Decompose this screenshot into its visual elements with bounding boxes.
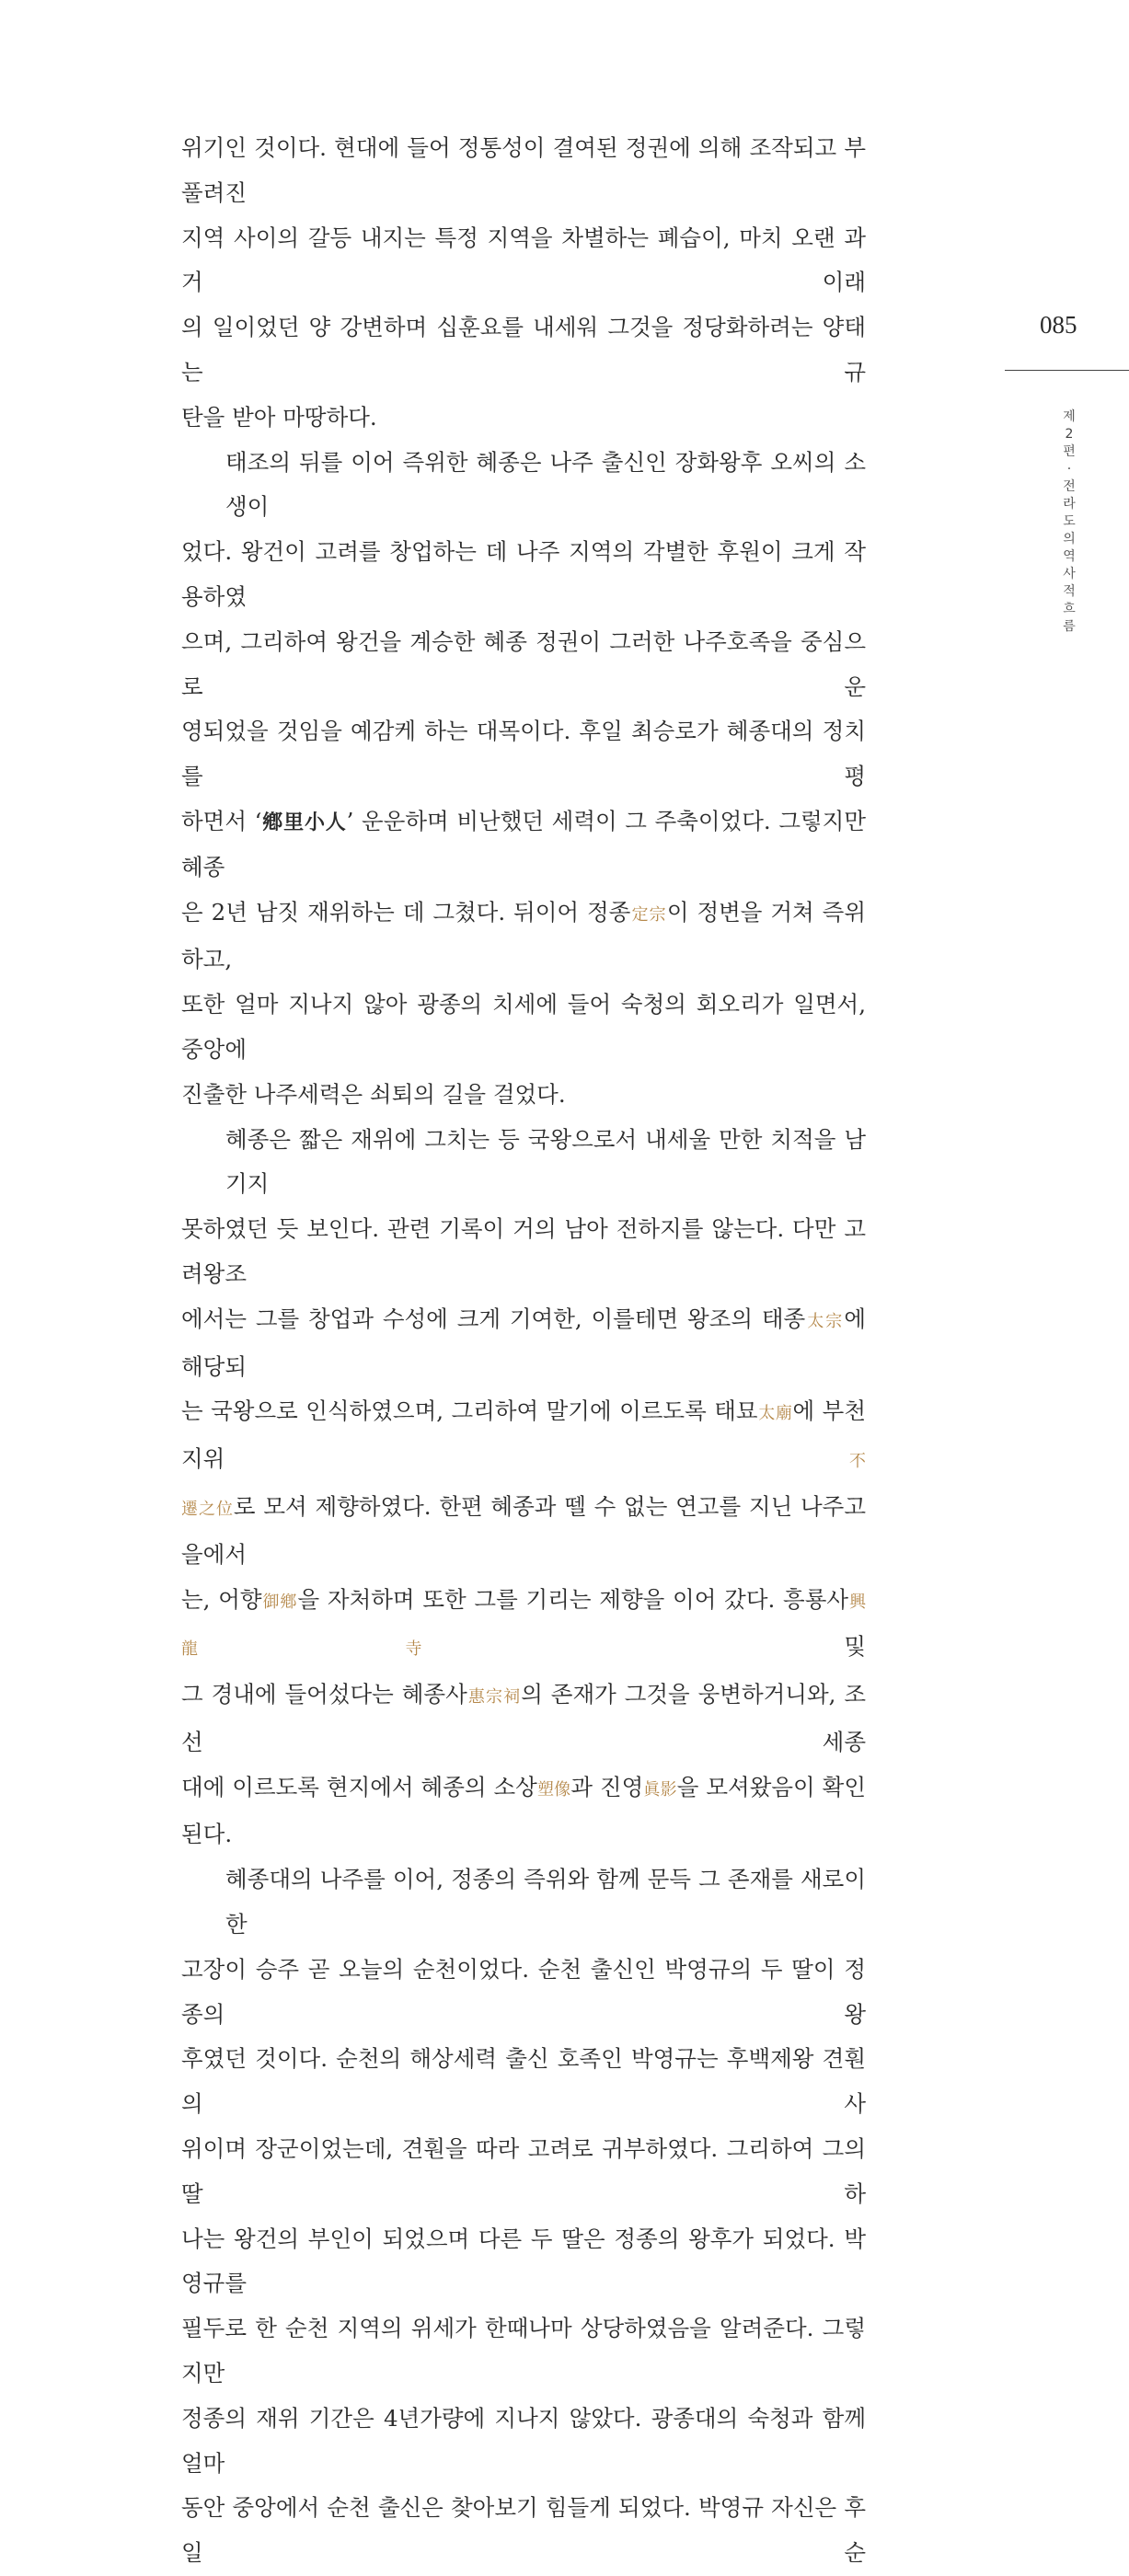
text-segment: 탄을 받아 마땅하다. bbox=[181, 403, 377, 431]
paragraph-line bbox=[181, 1857, 866, 1948]
hanja-annotation: 眞影 bbox=[643, 1779, 677, 1800]
hanja-annotation: 不 bbox=[225, 1452, 866, 1472]
section-title-char: 제 bbox=[1063, 409, 1076, 424]
text-segment: 지역 사이의 갈등 내지는 특정 지역을 차별하는 폐습이, 마치 오랜 과거 이래 bbox=[181, 224, 866, 296]
paragraph-line bbox=[181, 1948, 866, 2038]
text-segment: 의 일이었던 양 강변하며 십훈요를 내세워 그것을 정당화하려는 양태는 규 bbox=[181, 314, 866, 385]
section-title-vertical bbox=[1060, 408, 1078, 636]
text-segment: 정종의 재위 기간은 4년가량에 지나지 않았다. 광종대의 숙청과 함께 얼마 bbox=[181, 2404, 866, 2477]
divider bbox=[1005, 370, 1129, 371]
body-text bbox=[181, 126, 866, 2576]
text-segment: 이 정변을 거쳐 즉위하고, bbox=[181, 898, 867, 973]
text-segment: 그 경내에 들어섰다는 혜종사 bbox=[181, 1681, 467, 1708]
text-segment: 은 2년 남짓 재위하는 데 그쳤다. 뒤이어 정종 bbox=[181, 898, 631, 926]
section-title-char: 름 bbox=[1063, 619, 1076, 634]
paragraph-line bbox=[181, 2486, 866, 2576]
text-segment: 후였던 것이다. 순천의 해상세력 출신 호족인 박영규는 후백제왕 견훤의 사 bbox=[181, 2045, 866, 2118]
hanja-quote: 鄕里小人 bbox=[261, 810, 347, 834]
text-segment: 의 존재가 그것을 웅변하거니와, 조선 세종 bbox=[181, 1681, 866, 1755]
text-segment: 을 자처하며 또한 그를 기리는 제향을 이어 갔다. 흥룡사 bbox=[297, 1585, 849, 1613]
text-segment: 위기인 것이다. 현대에 들어 정통성이 결여된 정권에 의해 조작되고 부풀려진 bbox=[181, 134, 866, 206]
paragraph-line bbox=[181, 799, 866, 891]
text-segment: 및 bbox=[629, 1633, 866, 1661]
text-segment: 하면서 ‘ bbox=[181, 807, 262, 834]
text-segment: 었다. 왕건이 고려를 창업하는 데 나주 지역의 각별한 후원이 크게 작용하였 bbox=[181, 538, 866, 610]
paragraph-line bbox=[181, 1485, 866, 1578]
paragraph-line bbox=[181, 1073, 866, 1118]
text-segment: 에 해당되 bbox=[181, 1305, 867, 1380]
paragraph-line bbox=[181, 983, 866, 1073]
paragraph-line bbox=[181, 1207, 866, 1297]
paragraph-line bbox=[181, 126, 866, 216]
text-segment: 혜종대의 나주를 이어, 정종의 즉위와 함께 문득 그 존재를 새로이 한 bbox=[225, 1866, 866, 1938]
text-segment: 위이며 장군이었는데, 견훤을 따라 고려로 귀부하였다. 그리하여 그의 딸 하 bbox=[181, 2135, 866, 2207]
text-segment: 을 모셔왔음이 확인된다. bbox=[181, 1773, 867, 1848]
text-segment: 대에 이르도록 현지에서 혜종의 소상 bbox=[181, 1773, 537, 1800]
text-segment: 동안 중앙에서 순천 출신은 찾아보기 힘들게 되었다. 박영규 자신은 후일 순 bbox=[181, 2494, 866, 2567]
hanja-annotation: 太廟 bbox=[757, 1404, 793, 1424]
paragraph-line bbox=[181, 1118, 866, 1208]
section-title-char: 전 bbox=[1063, 479, 1076, 494]
hanja-annotation: 興龍寺 bbox=[181, 1592, 867, 1660]
hanja-annotation: 遷之位 bbox=[181, 1499, 234, 1519]
section-title-char: 라 bbox=[1063, 497, 1076, 512]
hanja-annotation: 塑像 bbox=[536, 1779, 571, 1800]
hanja-annotation: 定宗 bbox=[630, 904, 667, 925]
section-title-char: 도 bbox=[1063, 514, 1076, 529]
text-segment: 고장이 승주 곧 오늘의 순천이었다. 순천 출신인 박영규의 두 딸이 정종의 왕 bbox=[181, 1955, 866, 2028]
text-segment: 태조의 뒤를 이어 즉위한 혜종은 나주 출신인 장화왕후 오씨의 소생이 bbox=[225, 448, 866, 521]
text-segment: 못하였던 듯 보인다. 관련 기록이 거의 남아 전하지를 않는다. 다만 고려왕조 bbox=[181, 1215, 866, 1287]
paragraph-line bbox=[181, 216, 866, 306]
text-segment: 혜종은 짧은 재위에 그치는 등 국왕으로서 내세울 만한 치적을 남기지 bbox=[225, 1125, 866, 1198]
section-title-char: 사 bbox=[1063, 567, 1076, 581]
hanja-annotation: 太宗 bbox=[805, 1311, 845, 1331]
paragraph-line bbox=[181, 2037, 866, 2127]
paragraph-line bbox=[181, 1389, 866, 1485]
paragraph-line bbox=[181, 396, 866, 441]
text-segment: 영되었을 것임을 예감케 하는 대목이다. 후일 최승로가 혜종대의 정치를 평 bbox=[181, 718, 866, 790]
text-segment: 으며, 그리하여 왕건을 계승한 혜종 정권이 그러한 나주호족을 중심으로 운 bbox=[181, 627, 866, 700]
section-title-char: 흐 bbox=[1063, 602, 1076, 616]
paragraph-line bbox=[181, 1578, 866, 1673]
section-title-char: 의 bbox=[1063, 532, 1076, 546]
text-segment: 진출한 나주세력은 쇠퇴의 길을 걸었다. bbox=[181, 1080, 566, 1108]
section-title-char: · bbox=[1066, 462, 1072, 477]
paragraph-line bbox=[181, 2306, 866, 2397]
hanja-annotation: 御鄕 bbox=[261, 1592, 298, 1612]
paragraph-line bbox=[181, 1297, 866, 1390]
paragraph-line bbox=[181, 2217, 866, 2307]
text-segment: 또한 얼마 지나지 않아 광종의 치세에 들어 숙청의 회오리가 일면서, 중앙에 bbox=[181, 991, 866, 1063]
section-title-char: 적 bbox=[1063, 584, 1076, 599]
paragraph-line bbox=[181, 441, 866, 531]
paragraph-line bbox=[181, 305, 866, 396]
text-segment: 는, 어향 bbox=[181, 1585, 262, 1613]
paragraph-line bbox=[181, 620, 866, 710]
paragraph-line bbox=[181, 530, 866, 620]
paragraph-line bbox=[181, 891, 866, 983]
paragraph-line bbox=[181, 1673, 866, 1765]
text-segment: 에서는 그를 창업과 수성에 크게 기여한, 이를테면 왕조의 태종 bbox=[181, 1305, 806, 1332]
section-title-char: 2 bbox=[1065, 427, 1074, 442]
text-segment: 로 모셔 제향하였다. 한편 혜종과 뗄 수 없는 연고를 지닌 나주고을에서 bbox=[181, 1492, 866, 1568]
text-segment: 필두로 한 순천 지역의 위세가 한때나마 상당하였음을 알려준다. 그렇지만 bbox=[181, 2315, 866, 2387]
section-title-char: 편 bbox=[1063, 444, 1076, 459]
section-title-char: 역 bbox=[1063, 549, 1076, 564]
paragraph-line bbox=[181, 2397, 866, 2487]
text-segment: 나는 왕건의 부인이 되었으며 다른 두 딸은 정종의 왕후가 되었다. 박영규를 bbox=[181, 2225, 866, 2297]
text-segment: 는 국왕으로 인식하였으며, 그리하여 말기에 이르도록 태묘 bbox=[181, 1397, 758, 1425]
hanja-annotation: 惠宗祠 bbox=[467, 1687, 522, 1708]
page-number: 085 bbox=[1040, 311, 1077, 339]
text-segment: ’ 운운하며 비난했던 세력이 그 주축이었다. 그렇지만 혜종 bbox=[181, 807, 866, 880]
text-segment: 에 부천지위 bbox=[181, 1397, 867, 1473]
paragraph-line bbox=[181, 1765, 866, 1858]
text-segment: 과 진영 bbox=[570, 1773, 644, 1800]
paragraph-line bbox=[181, 2127, 866, 2217]
paragraph-line bbox=[181, 709, 866, 799]
